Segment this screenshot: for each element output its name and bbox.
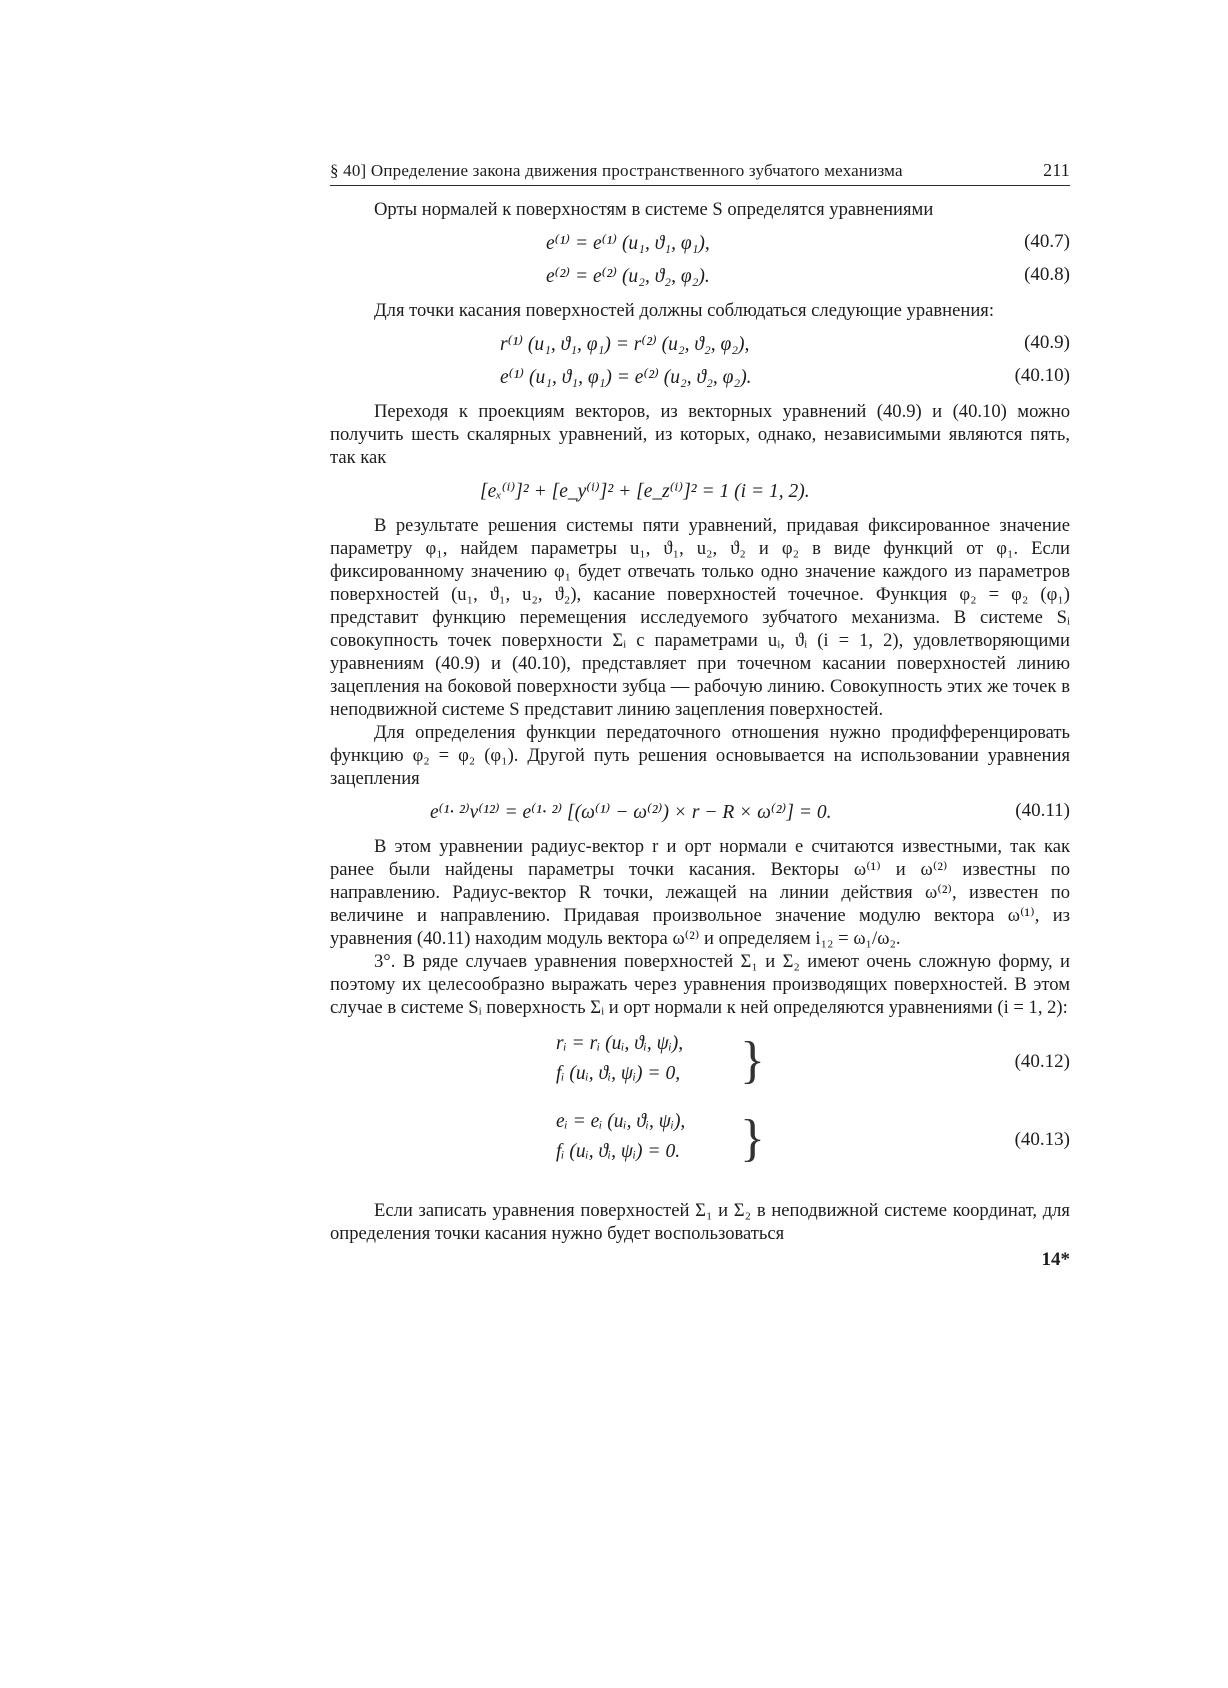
equation-system-40-12 (330, 1031, 1070, 1097)
system-line-1: eᵢ = eᵢ (uᵢ, ϑᵢ, ψᵢ), (556, 1111, 686, 1132)
equation-number: (40.9) (1024, 332, 1070, 353)
system-line-2: fᵢ (uᵢ, ϑᵢ, ψᵢ) = 0. (556, 1141, 681, 1162)
equation-expression: e⁽²⁾ = e⁽²⁾ (u₂, ϑ₂, φ₂). (546, 266, 710, 287)
paragraph-4: В результате решения системы пяти уравнений, придавая фиксированное значение параметру φ₁, найдем параметры u₁, ϑ₁, u₂, ϑ₂ и φ₂ в виде функций от φ₁. Если фиксированному значению φ₁ будет отвечать только одно значение каждого из параметров поверхностей (u₁, ϑ₁, u₂, ϑ₂), касание поверхностей точечное. Функция φ₂ = φ₂ (φ₁) представит функцию перемещения исследуемого зубчатого механизма. В системе Sᵢ совокупность точек поверхности Σᵢ с параметрами uᵢ, ϑᵢ (i = 1, 2), удовлетворяющими уравнениям (40.9) и (40.10), представляет при точечном касании поверхностей линию зацепления на боковой поверхности зубца — рабочую линию. Совокупность этих же точек в неподвижной системе S представит линию зацепления поверхностей. (330, 515, 1070, 720)
equation-unit-norm (330, 475, 1070, 508)
paragraph-7: 3°. В ряде случаев уравнения поверхностей Σ₁ и Σ₂ имеют очень сложную форму, и поэтому их целесообразно выражать через уравнения производящих поверхностей. В этом случае в системе Sᵢ поверхность Σᵢ и орт нормали к ней определяются уравнениями (i = 1, 2): (330, 951, 1070, 1018)
equation-number: (40.13) (1014, 1129, 1070, 1150)
signature-mark: 14* (1041, 1249, 1070, 1270)
right-brace: } (740, 1110, 765, 1167)
equation-number: (40.11) (1015, 800, 1070, 821)
equation-number: (40.12) (1014, 1051, 1070, 1072)
equation-system-40-13 (330, 1109, 1070, 1175)
paragraph-2: Для точки касания поверхностей должны соблюдаться следующие уравнения: (374, 300, 994, 321)
equation-40-10 (330, 361, 1070, 394)
equation-number: (40.10) (1014, 365, 1070, 386)
paragraph-8: Если записать уравнения поверхностей Σ₁ и Σ₂ в неподвижной системе координат, для определения точки касания нужно будет воспользоваться (330, 1200, 1070, 1244)
equation-number: (40.8) (1024, 264, 1070, 285)
page-number: 211 (1043, 160, 1070, 180)
paragraph-3: Переходя к проекциям векторов, из векторных уравнений (40.9) и (40.10) можно получить шесть скалярных уравнений, из которых, однако, независимыми являются пять, так как (330, 401, 1070, 468)
paragraph-6: В этом уравнении радиус-вектор r и орт нормали e считаются известными, так как ранее были найдены параметры точки касания. Векторы ω⁽¹⁾ и ω⁽²⁾ известны по направлению. Радиус-вектор R точки, лежащей на линии действия ω⁽²⁾, известен по величине и направлению. Придавая произвольное значение модулю вектора ω⁽¹⁾, из уравнения (40.11) находим модуль вектора ω⁽²⁾ и определяем i₁₂ = ω₁/ω₂. (330, 836, 1070, 949)
system-line-1: rᵢ = rᵢ (uᵢ, ϑᵢ, ψᵢ), (556, 1033, 684, 1054)
equation-expression: e⁽¹⁾ (u₁, ϑ₁, φ₁) = e⁽²⁾ (u₂, ϑ₂, φ₂). (500, 367, 752, 388)
equation-expression: r⁽¹⁾ (u₁, ϑ₁, φ₁) = r⁽²⁾ (u₂, ϑ₂, φ₂), (500, 334, 750, 355)
equation-40-11 (330, 796, 1070, 829)
equation-40-7 (330, 227, 1070, 260)
equation-40-9 (330, 328, 1070, 361)
book-page (330, 160, 1070, 1271)
paragraph-1: Орты нормалей к поверхностям в системе S определятся уравнениями (374, 199, 934, 220)
equation-expression: e⁽¹· ²⁾v⁽¹²⁾ = e⁽¹· ²⁾ [(ω⁽¹⁾ − ω⁽²⁾) × r − R × ω⁽²⁾] = 0. (430, 802, 832, 823)
right-brace: } (740, 1032, 765, 1089)
equation-number: (40.7) (1024, 231, 1070, 252)
equation-expression: e⁽¹⁾ = e⁽¹⁾ (u₁, ϑ₁, φ₁), (546, 233, 710, 254)
equation-expression: [eₓ⁽ⁱ⁾]² + [e_y⁽ⁱ⁾]² + [e_z⁽ⁱ⁾]² = 1 (i = 1, 2). (480, 481, 810, 502)
paragraph-5: Для определения функции передаточного отношения нужно продифференцировать функцию φ₂ = φ₂ (φ₁). Другой путь решения основывается на использовании уравнения зацепления (330, 722, 1070, 789)
running-header (330, 160, 1070, 186)
equation-40-8 (330, 260, 1070, 293)
section-title: § 40] Определение закона движения пространственного зубчатого механизма (330, 161, 903, 180)
system-line-2: fᵢ (uᵢ, ϑᵢ, ψᵢ) = 0, (556, 1063, 681, 1084)
